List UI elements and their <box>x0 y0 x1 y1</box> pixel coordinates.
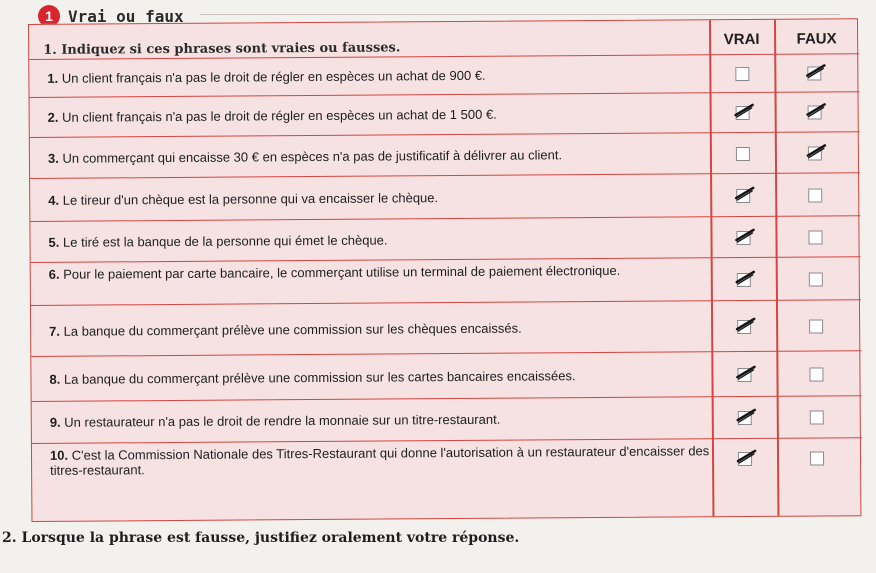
checkbox-faux[interactable] <box>808 230 822 244</box>
question-1-instruction <box>43 40 400 57</box>
statement-number: 7. <box>49 323 61 339</box>
statement-number: 3. <box>47 150 59 166</box>
table-row <box>30 91 860 137</box>
statement-number: 4. <box>48 192 60 208</box>
statement-body: Un client français n'a pas le droit de régler en espèces un achat de 900 €. <box>61 67 486 86</box>
question-2-number: 2. <box>2 530 17 546</box>
checkbox-faux[interactable] <box>809 272 823 286</box>
checkmark-icon <box>736 406 758 428</box>
column-header-vrai: VRAI <box>723 30 760 48</box>
statement-text <box>47 55 709 97</box>
statement-body: Le tireur d'un chèque est la personne qui va encaisser le chèque. <box>62 189 439 208</box>
question-2 <box>2 530 519 546</box>
checkbox-vrai[interactable] <box>737 320 751 334</box>
exercise-number-badge: 1 <box>38 5 60 27</box>
statement-text <box>48 174 710 221</box>
table-row <box>30 172 860 221</box>
table-row <box>32 395 862 443</box>
statement-number: 2. <box>47 109 59 125</box>
question-1-number: 1. <box>43 42 57 58</box>
checkbox-vrai[interactable] <box>736 231 750 245</box>
checkbox-faux[interactable] <box>810 451 824 465</box>
statement-number: 6. <box>48 266 60 282</box>
statement-text <box>49 352 711 401</box>
statement-body: C'est la Commission Nationale des Titres-Restaurant qui donne l'autorisation à un restaurateur d'encaisser des titres-restaurant. <box>50 443 710 478</box>
true-false-table <box>28 18 861 522</box>
statement-text <box>49 262 711 282</box>
statement-text <box>48 217 710 262</box>
checkmark-icon <box>735 268 757 290</box>
table-row <box>32 437 862 483</box>
statement-body: La banque du commerçant prélève une commission sur les cartes bancaires encaissées. <box>63 367 576 387</box>
statement-text <box>50 397 712 443</box>
checkmark-icon <box>734 184 756 206</box>
checkbox-vrai[interactable] <box>737 273 751 287</box>
checkbox-vrai[interactable] <box>738 452 752 466</box>
question-1-text: Indiquez si ces phrases sont vraies ou fausses. <box>61 40 401 58</box>
column-header-faux: FAUX <box>796 29 837 48</box>
checkmark-icon <box>806 141 828 163</box>
table-row <box>31 299 861 356</box>
table-row <box>30 131 860 178</box>
checkmark-icon <box>806 100 828 122</box>
checkmark-icon <box>735 315 757 337</box>
statement-number: 9. <box>49 414 61 430</box>
statement-number: 10. <box>49 447 69 463</box>
header-divider <box>200 14 840 15</box>
checkbox-faux[interactable] <box>807 66 821 80</box>
statement-text <box>49 301 711 356</box>
statement-number: 5. <box>48 234 60 250</box>
statement-text <box>48 93 710 137</box>
checkmark-icon <box>736 447 758 469</box>
checkbox-vrai[interactable] <box>735 67 749 81</box>
table-row <box>30 215 860 262</box>
statement-body: Un restaurateur n'a pas le droit de rendre la monnaie sur un titre-restaurant. <box>64 411 501 430</box>
checkmark-icon <box>735 363 757 385</box>
statement-body: La banque du commerçant prélève une commission sur les chèques encaissés. <box>63 320 522 339</box>
statement-text <box>48 133 710 178</box>
table-row <box>31 350 861 401</box>
statement-body: Le tiré est la banque de la personne qui émet le chèque. <box>62 231 388 250</box>
checkbox-vrai[interactable] <box>736 147 750 161</box>
statement-body: Pour le paiement par carte bancaire, le commerçant utilise un terminal de paiement électronique. <box>63 262 621 282</box>
statement-text <box>50 443 712 478</box>
checkbox-vrai[interactable] <box>736 189 750 203</box>
checkbox-vrai[interactable] <box>736 106 750 120</box>
checkbox-faux[interactable] <box>808 105 822 119</box>
statement-number: 8. <box>49 371 61 387</box>
checkbox-faux[interactable] <box>808 188 822 202</box>
question-2-text: Lorsque la phrase est fausse, justifiez oralement votre réponse. <box>21 530 520 546</box>
checkbox-faux[interactable] <box>810 410 824 424</box>
statement-body: Un client français n'a pas le droit de régler en espèces un achat de 1 500 €. <box>62 106 497 125</box>
checkbox-faux[interactable] <box>809 367 823 381</box>
exercise-title: Vrai ou faux <box>68 6 184 26</box>
checkbox-vrai[interactable] <box>737 368 751 382</box>
checkbox-vrai[interactable] <box>738 411 752 425</box>
checkbox-faux[interactable] <box>809 319 823 333</box>
table-row <box>29 53 859 97</box>
checkbox-faux[interactable] <box>808 146 822 160</box>
checkmark-icon <box>734 226 756 248</box>
statement-number: 1. <box>47 70 59 86</box>
statement-body: Un commerçant qui encaisse 30 € en espèces n'a pas de justificatif à délivrer au client. <box>62 146 563 166</box>
checkmark-icon <box>805 61 827 83</box>
table-row <box>31 256 861 305</box>
checkmark-icon <box>734 101 756 123</box>
